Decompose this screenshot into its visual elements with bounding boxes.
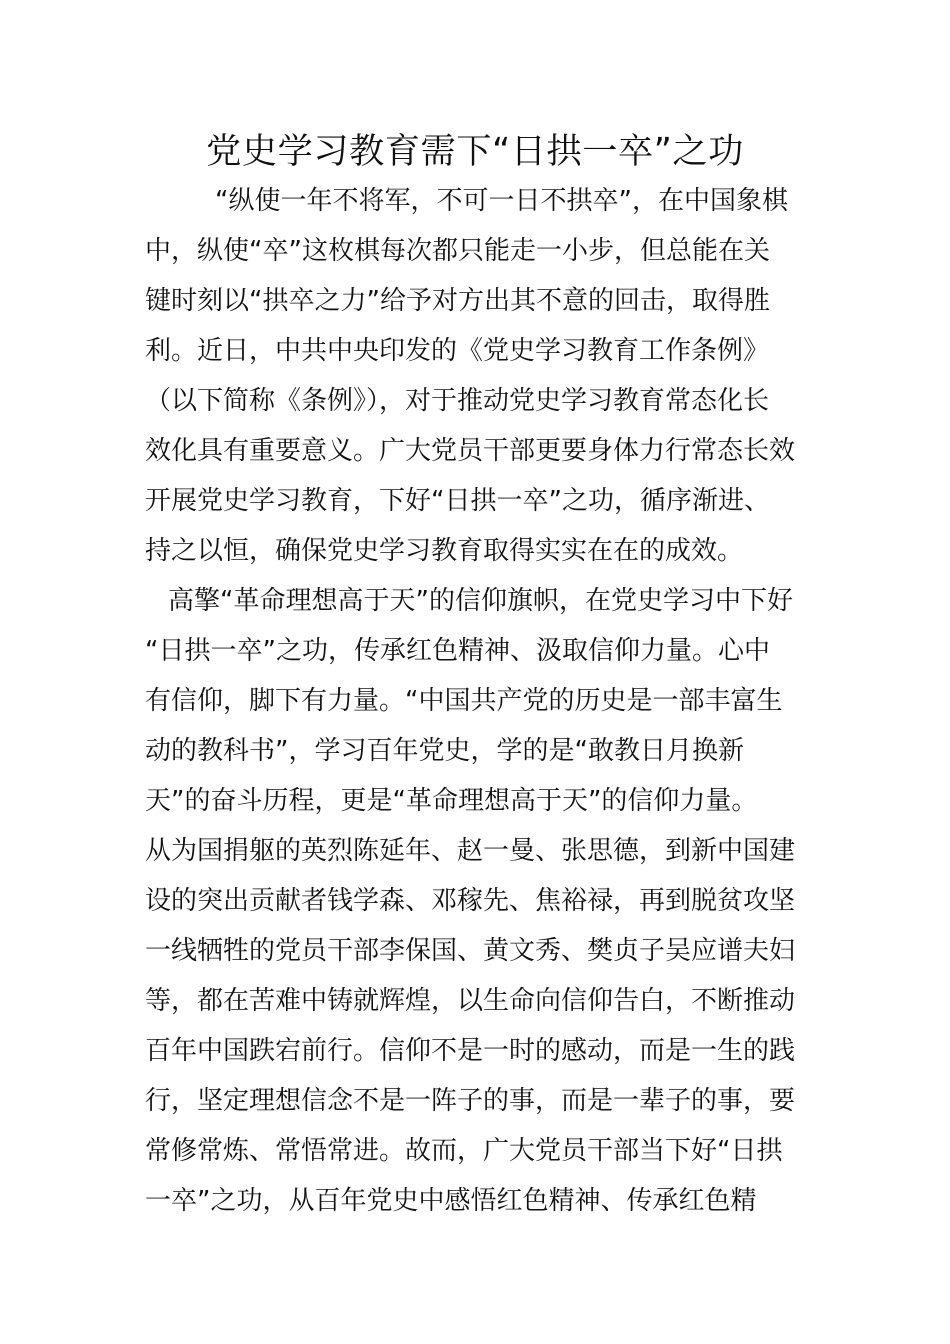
- paragraph-2-line: 行，坚定理想信念不是一阵子的事，而是一辈子的事，要: [145, 1086, 796, 1116]
- paragraph-2-line: 有信仰，脚下有力量。“中国共产党的历史是一部丰富生: [145, 686, 783, 716]
- paragraph-2-line: 高擎“革命理想高于天”的信仰旗帜，在党史学习中下好: [168, 586, 793, 616]
- paragraph-1-line: 键时刻以“拱卒之力”给予对方出其不意的回击，取得胜: [145, 286, 770, 316]
- document-title: 党史学习教育需下“日拱一卒”之功: [206, 131, 744, 172]
- paragraph-1-line: 持之以恒，确保党史学习教育取得实实在在的成效。: [145, 536, 744, 566]
- paragraph-2-line: 天”的奋斗历程，更是“革命理想高于天”的信仰力量。: [145, 786, 758, 816]
- paragraph-2-line: 百年中国跌宕前行。信仰不是一时的感动，而是一生的践: [145, 1036, 796, 1066]
- paragraph-1-line: 开展党史学习教育，下好“日拱一卒”之功，循序渐进、: [145, 486, 770, 516]
- paragraph-2-line: 等，都在苦难中铸就辉煌，以生命向信仰告白，不断推动: [145, 986, 796, 1016]
- paragraph-2-line: “日拱一卒”之功，传承红色精神、汲取信仰力量。心中: [145, 636, 770, 666]
- paragraph-2-line: 一卒”之功，从百年党史中感悟红色精神、传承红色精: [145, 1186, 757, 1216]
- paragraph-2-line: 设的突出贡献者钱学森、邓稼先、焦裕禄，再到脱贫攻坚: [145, 886, 796, 916]
- paragraph-1-line: “纵使一年不将军，不可一日不拱卒”，在中国象棋: [215, 186, 788, 216]
- paragraph-2-line: 动的教科书”，学习百年党史，学的是“敢教日月换新: [145, 736, 744, 766]
- paragraph-2-line: 常修常炼、常悟常进。故而，广大党员干部当下好“日拱: [145, 1136, 783, 1166]
- paragraph-1-line: （以下简称《条例》），对于推动党史学习教育常态化长: [145, 386, 770, 416]
- paragraph-1-line: 利。近日，中共中央印发的《党史学习教育工作条例》: [145, 336, 770, 366]
- paragraph-1-line: 效化具有重要意义。广大党员干部更要身体力行常态长效: [145, 436, 796, 466]
- paragraph-2-line: 从为国捐躯的英烈陈延年、赵一曼、张思德，到新中国建: [145, 836, 796, 866]
- paragraph-2-line: 一线牺牲的党员干部李保国、黄文秀、樊贞子吴应谱夫妇: [145, 936, 796, 966]
- paragraph-1-line: 中，纵使“卒”这枚棋每次都只能走一小步，但总能在关: [145, 236, 770, 266]
